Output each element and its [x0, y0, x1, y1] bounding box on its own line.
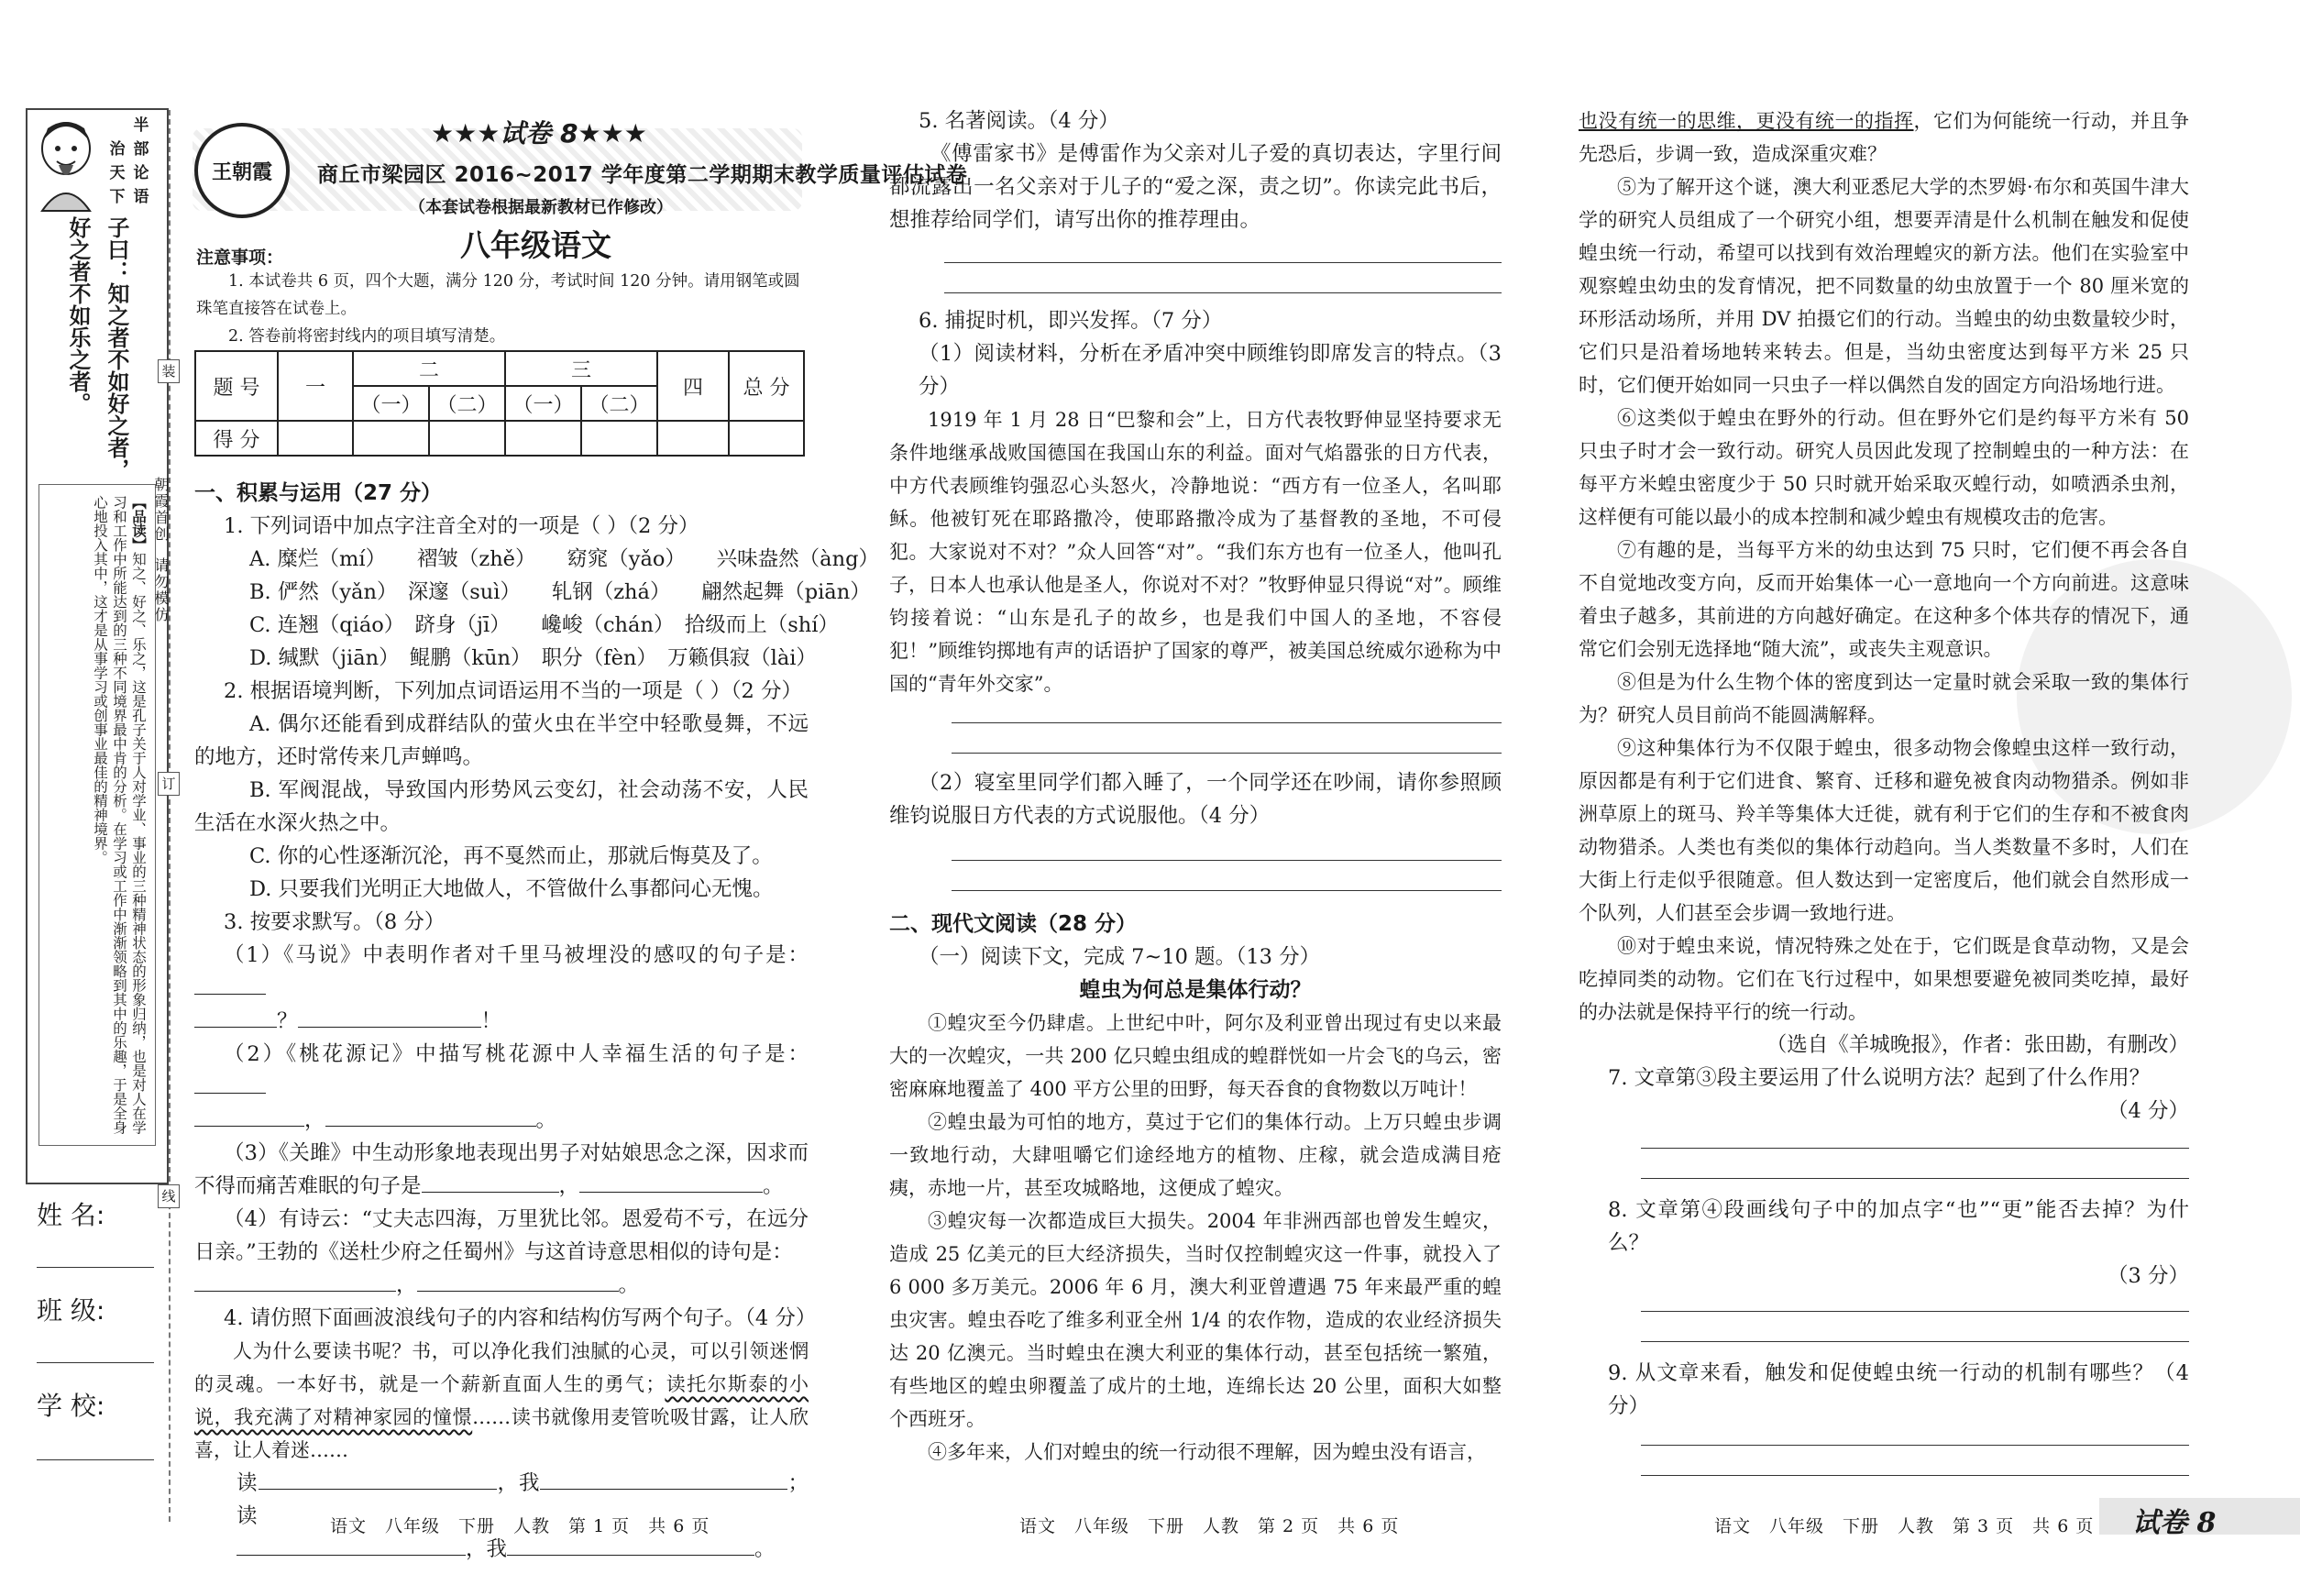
q3-2-text: （2）《桃花源记》中描写桃花源中人幸福生活的句子是：: [224, 1042, 809, 1066]
q6-material: 1919 年 1 月 28 日“巴黎和会”上，日方代表牧野伸显坚持要求无条件地继承战败国德国在我国山东的利益。面对气焰嚣张的日方代表，中方代表顾维钧强忍心头怒火，冷静地说：“西方有一位圣人，名叫耶稣。他被钉死在耶路撒冷，使耶路撒冷成为了基督教的圣地，不可侵犯。大家说对不对？”众人回答“对”。“我们东方也有一位圣人，他叫孔子，日本人也承认他是圣人，你说对不对？”牧野伸显只得说“对”。顾维钧接着说：“山东是孔子的故乡，也是我们中国人的圣地，不容侵犯！”顾维钧掷地有声的话语护了国家的尊严，被美国总统威尔逊称为中国的“青年外交家”。: [889, 409, 1502, 695]
column-1: [194, 477, 879, 1566]
section-1-title: 一、积累与运用（27 分）: [194, 481, 443, 505]
score-col-total: 总 分: [729, 351, 804, 421]
answer-line[interactable]: [952, 860, 1502, 861]
q3-4-text: （4）有诗云：“丈夫志四海，万里犹比邻。恩爱苟不亏，在远分日亲。”王勃的《送杜少府之任蜀州》与这首诗意思相似的诗句是：: [194, 1207, 809, 1264]
score-cell[interactable]: [581, 421, 657, 456]
q4-read: 读: [237, 1471, 259, 1495]
score-cell[interactable]: [729, 421, 804, 456]
article-source: （选自《羊城晚报》，作者：张田勘，有删改）: [1766, 1033, 2189, 1057]
answer-line[interactable]: [952, 753, 1502, 754]
answer-line[interactable]: [1641, 1341, 2189, 1342]
column-3: [1579, 105, 2189, 1476]
q6: 6. 捕捉时机，即兴发挥。（7 分）: [919, 309, 1223, 333]
q3-4: [194, 1203, 809, 1269]
article-p4-cont: [1579, 105, 2189, 171]
article-p4-cont-text: ，它们为何能统一行动，并且争先恐后，步调一致，造成深重灾难？: [1579, 110, 2189, 165]
q1-option-d: D. 缄默（jiān） 鲲鹏（kūn） 职分（fèn） 万籁俱寂（lài）: [249, 646, 817, 670]
sidebar-quote: 子曰：知之者不如好之者，好之者不如乐之者。: [65, 216, 129, 480]
q1-option-a: A. 糜烂（mí） 褶皱（zhě） 窈窕（yǎo） 兴味盎然（àng）: [249, 547, 879, 571]
answer-line[interactable]: [1641, 1475, 2189, 1476]
q3-1-text: （1）《马说》中表明作者对千里马被埋没的感叹的句子是：: [224, 943, 809, 967]
q7-points: （4 分）: [2107, 1099, 2189, 1123]
q1-option-b: B. 俨然（yǎn） 深邃（suì） 轧钢（zhá） 翩然起舞（piān）: [249, 580, 871, 604]
q9: 9. 从文章来看，触发和促使蝗虫统一行动的机制有哪些？（4 分）: [1608, 1361, 2189, 1418]
school-field[interactable]: [37, 1459, 154, 1460]
score-col-2: 二: [353, 351, 505, 386]
q4-end: 。: [754, 1537, 776, 1561]
article-title: 蝗虫为何总是集体行动？: [1079, 978, 1312, 1002]
q2-option-a: A. 偶尔还能看到成群结队的萤火虫在半空中轻歌曼舞，不远的地方，还时常传来几声蝉鸣。: [194, 712, 809, 769]
portrait-icon: [29, 112, 101, 213]
q2-option-d: D. 只要我们光明正大地做人，不管做什么事都问心无愧。: [249, 877, 774, 901]
score-sub: （二）: [581, 386, 657, 421]
class-field[interactable]: [37, 1362, 154, 1363]
q4-passage-1: 人为什么要读书呢？书，可以净化我们浊腻的心灵，可以引领迷惘的灵魂。一本好书，就是一个薪新直面人生的勇气；: [194, 1340, 809, 1395]
footer-page-3: 语文 八年级 下册 人教 第 3 页 共 6 页: [1714, 1516, 2095, 1536]
paper-number: ★★★试卷 8★★★: [431, 118, 647, 149]
badge-char: 半: [133, 116, 149, 135]
vertical-note-1: 朝霞首创: [152, 477, 170, 543]
q3: 3. 按要求默写。（8 分）: [224, 910, 446, 934]
score-col-4: 四: [657, 351, 729, 421]
article-p6: ⑥这类似于蝗虫在野外的行动。但在野外它们是约每平方米有 50 只虫子时才会一致行动。研究人员因此发现了控制蝗虫的一种方法：在每平方米蝗虫密度少于 50 只时就开始采取灭蝗行动，如喷洒杀虫剂，这样便有可能以最小的成本控制和减少蝗虫有规模攻击的危害。: [1579, 407, 2189, 528]
reading-1-intro: （一）阅读下文，完成 7~10 题。（13 分）: [919, 945, 1321, 969]
name-label: 姓 名:: [37, 1200, 105, 1230]
q2-option-b: B. 军阀混战，导致国内形势风云变幻，社会动荡不安，人民生活在水深火热之中。: [194, 778, 809, 835]
footer-page-1: 语文 八年级 下册 人教 第 1 页 共 6 页: [330, 1516, 710, 1536]
notes-item-1: 1. 本试卷共 6 页，四个大题，满分 120 分，考试时间 120 分钟。请用钢笔或圆珠笔直接答在试卷上。: [196, 272, 800, 318]
score-cell[interactable]: [657, 421, 729, 456]
score-cell[interactable]: [429, 421, 505, 456]
corner-label: 试卷 8: [2132, 1507, 2217, 1539]
q1: 1. 下列词语中加点字注音全对的一项是（ ）（2 分）: [224, 514, 699, 538]
badge-char: 部: [133, 140, 149, 159]
article-p1: ①蝗灾至今仍肆虐。上世纪中叶，阿尔及利亚曾出现过有史以来最大的一次蝗灾，一共 200 亿只蝗虫组成的蝗群恍如一片会飞的乌云，密密麻麻地覆盖了 400 平方公里的田野，每天吞食的食物数以万吨计！: [889, 1012, 1502, 1100]
q5-text: 《傅雷家书》是傅雷作为父亲对儿子爱的真切表达，字里行间都流露出一名父亲对于儿子的“爱之深，责之切”。你读完此书后，想推荐给同学们，请写出你的推荐理由。: [889, 142, 1502, 232]
answer-blank[interactable]: [298, 1005, 481, 1028]
q4-wavy-sentence: 读托尔斯泰的小说，我充满了对精神家园的憧憬: [194, 1373, 809, 1428]
answer-blank[interactable]: [422, 1170, 559, 1193]
badge-col-2: [106, 138, 128, 209]
q3-1: [194, 939, 809, 1005]
answer-line[interactable]: [944, 292, 1502, 293]
answer-line[interactable]: [944, 262, 1502, 263]
badge-char: 下: [109, 188, 126, 206]
q2-option-c: C. 你的心性逐渐沉沦，再不戛然而止，那就后悔莫及了。: [249, 844, 773, 868]
answer-blank[interactable]: [194, 1269, 396, 1292]
class-label: 班 级:: [37, 1295, 105, 1326]
score-col-3: 三: [505, 351, 657, 386]
q4-passage-2: ……读书就像用麦管吮吸甘露，让人欣喜，让人着迷……: [194, 1406, 809, 1461]
article-p10: ⑩对于蝗虫来说，情况特殊之处在于，它们既是食草动物，又是会吃掉同类的动物。它们在飞行过程中，如果想要避免被同类吃掉，最好的办法就是保持平行的统一行动。: [1579, 935, 2189, 1023]
answer-line[interactable]: [1641, 1178, 2189, 1179]
score-sub: （一）: [505, 386, 581, 421]
q4-read2: ；读: [237, 1471, 809, 1528]
answer-line[interactable]: [952, 890, 1502, 891]
answer-blank[interactable]: [325, 1104, 536, 1127]
article-p5: ⑤为了解开这个谜，澳大利亚悉尼大学的杰罗姆·布尔和英国牛津大学的研究人员组成了一个研究小组，想要弄清是什么机制在触发和促使蝗虫统一行动，希望可以找到有效治理蝗灾的新方法。他们在实验室中观察蝗虫幼虫的发育情况，把不同数量的幼虫放置于一个 80 厘米宽的环形活动场所，并用 DV 拍摄它们的行动。当蝗虫的幼虫数量较少时，它们只是沿着场地转来转去。但是，当幼虫密度达到每平方米 25 只时，它们便开始如同一只虫子一样以偶然自发的固定方向沿场地行进。: [1579, 176, 2189, 396]
answer-blank[interactable]: [540, 1467, 787, 1490]
q6-1: （1）阅读材料，分析在矛盾冲突中顾维钧即席发言的特点。（3 分）: [919, 342, 1502, 399]
article-p4: ④多年来，人们对蝗虫的统一行动很不理解，因为蝗虫没有语言，: [928, 1441, 1486, 1463]
seal-char-2: 订: [158, 772, 180, 796]
score-cell[interactable]: [353, 421, 429, 456]
exam-subtitle: （本套试卷根据最新教材已作修改）: [409, 198, 673, 217]
score-table-header: 题 号: [195, 351, 278, 421]
q3-1-mark: ！: [480, 1009, 502, 1033]
badge-char: 语: [133, 188, 149, 206]
q4: 4. 请仿照下面画波浪线句子的内容和结构仿写两个句子。（4 分）: [224, 1306, 817, 1330]
badge-char: 天: [109, 164, 126, 182]
answer-blank[interactable]: [579, 1170, 763, 1193]
score-row-label: 得 分: [195, 421, 278, 456]
q2: 2. 根据语境判断，下列加点词语运用不当的一项是（ ）（2 分）: [224, 679, 802, 703]
article-p9: ⑨这种集体行为不仅限于蝗虫，很多动物会像蝗虫这样一致行动，原因都是有利于它们进食、繁育、迁移和避免被食肉动物猎杀。例如非洲草原上的斑马、羚羊等集体大迁徙，就有利于它们的生存和不被食肉动物猎杀。人类也有类似的集体行动趋向。当人类数量不多时，人们在大街上行走似乎很随意。但人数达到一定密度后，他们就会自然形成一个队列，人们甚至会步调一致地行进。: [1579, 737, 2189, 924]
confucius-portrait: [29, 112, 101, 213]
logo-seal: [194, 123, 290, 218]
badge-char: 论: [133, 164, 149, 182]
pindu-text: [46, 495, 149, 1137]
answer-blank[interactable]: [194, 972, 266, 995]
name-field[interactable]: [37, 1267, 154, 1268]
vertical-note-2: 请勿模仿: [152, 557, 170, 623]
answer-line[interactable]: [952, 722, 1502, 723]
footer-page-2: 语文 八年级 下册 人教 第 2 页 共 6 页: [1019, 1516, 1400, 1536]
score-sub: （二）: [429, 386, 505, 421]
score-cell[interactable]: [278, 421, 353, 456]
score-sub: （一）: [353, 386, 429, 421]
q4-passage: [194, 1335, 809, 1467]
notes-title: 注意事项：: [196, 248, 284, 268]
logo-text: 王朝霞: [211, 160, 272, 184]
article-p7: ⑦有趣的是，当每平方米的幼虫达到 75 只时，它们便不再会各自不自觉地改变方向，反而开始集体一心一意地向一个方向前进。这意味着虫子越多，其前进的方向越好确定。在这种多个体共存的情况下，通常它们会别无选择地“随大流”，或丧失主观意识。: [1579, 539, 2189, 660]
answer-blank[interactable]: [417, 1269, 619, 1292]
article-p3: ③蝗灾每一次都造成巨大损失。2004 年非洲西部也曾发生蝗灾，造成 25 亿美元的巨大经济损失，当时仅控制蝗灾这一件事，就投入了 6 000 多万美元。2006 年 6 月，澳大利亚曾遭遇 75 年来最严重的蝗虫灾害。蝗虫吞吃了维多利亚全州 1/4 的农作物，造成的农业经济损失达 20 亿澳元。当时蝗虫在澳大利亚的集体行动，甚至包括统一繁殖，有些地区的蝗虫卵覆盖了成片的土地，连绵长达 20 公里，面积大如整个西班牙。: [889, 1210, 1502, 1430]
q4-answer-2: [194, 1533, 809, 1566]
q8: 8. 文章第④段画线句子中的加点字“也”“更”能否去掉？为什么？: [1608, 1198, 2189, 1255]
q8-points: （3 分）: [2107, 1264, 2189, 1288]
q4-me: ，我: [466, 1537, 508, 1561]
answer-blank[interactable]: [194, 1005, 277, 1028]
score-table: [194, 350, 805, 457]
q6-2: （2）寝室里同学们都入睡了，一个同学还在吵闹，请你参照顾维钧说服日方代表的方式说服他。（4 分）: [889, 771, 1502, 828]
q7: 7. 文章第③段主要运用了什么说明方法？起到了什么作用？: [1608, 1066, 2151, 1090]
answer-blank[interactable]: [194, 1104, 304, 1127]
score-cell[interactable]: [505, 421, 581, 456]
q3-1-mark: ？: [277, 1009, 298, 1033]
answer-line[interactable]: [1641, 1148, 2189, 1149]
answer-blank[interactable]: [194, 1071, 266, 1094]
underlined-sentence: 也没有统一的思维，更没有统一的指挥: [1579, 110, 1914, 132]
notes-item-2: 2. 答卷前将密封线内的项目填写清楚。: [228, 327, 506, 346]
badge-char: 治: [109, 140, 126, 159]
q1-option-c: C. 连翘（qiáo） 跻身（jī） 巉峻（chán） 拾级而上（shí）: [249, 613, 839, 637]
answer-blank[interactable]: [259, 1467, 497, 1490]
badge-col-1: [128, 114, 154, 209]
seal-char-1: 装: [158, 359, 180, 383]
answer-line[interactable]: [1641, 1445, 2189, 1446]
q3-2: [194, 1038, 809, 1104]
school-label: 学 校:: [37, 1391, 105, 1421]
q3-4-blanks: ， 。: [194, 1269, 809, 1302]
section-2-title: 二、现代文阅读（28 分）: [889, 912, 1138, 936]
article-p2: ②蝗虫最为可怕的地方，莫过于它们的集体行动。上万只蝗虫步调一致地行动，大肆咀嚼它们途经地方的植物、庄稼，就会造成满目疮痍，赤地一片，甚至攻城略地，这便成了蝗灾。: [889, 1111, 1502, 1199]
answer-line[interactable]: [1641, 1311, 2189, 1312]
q4-me: ，我: [496, 1471, 541, 1495]
article-p8: ⑧但是为什么生物个体的密度到达一定量时就会采取一致的集体行为？研究人员目前尚不能圆满解释。: [1579, 671, 2189, 726]
pindu-body: 知之、好之、乐之，这是孔子关于人对学业、事业的三种精神状态的形象归纳，也是对人在学习和工作中所能达到的三种不同境界最中肯的分析。在学习或工作中渐渐领略到其中的乐趣，于是全身心地投入其中，这才是从事学习或创事业最佳的精神境界。: [92, 495, 147, 1135]
seal-char-3: 线: [158, 1184, 180, 1208]
pindu-title: 【品读】: [130, 495, 148, 552]
q3-1-blanks: [194, 1005, 809, 1038]
column-2: [889, 105, 1502, 1469]
binding-line: [169, 110, 171, 1522]
q5: 5. 名著阅读。（4 分）: [919, 109, 1119, 133]
score-col-1: 一: [278, 351, 353, 421]
q3-3-text: （3）《关雎》中生动形象地表现出男子对姑娘思念之深，因求而不得而痛苦难眠的句子是: [194, 1141, 809, 1198]
subject-title: 八年级语文: [460, 227, 611, 263]
q3-2-blanks: ， 。: [194, 1104, 809, 1137]
q3-3: （3）《关雎》中生动形象地表现出男子对姑娘思念之深，因求而不得而痛苦难眠的句子是 ， 。: [194, 1141, 809, 1198]
exam-title: 商丘市梁园区 2016~2017 学年度第二学期期末教学质量评估试卷: [317, 163, 968, 187]
